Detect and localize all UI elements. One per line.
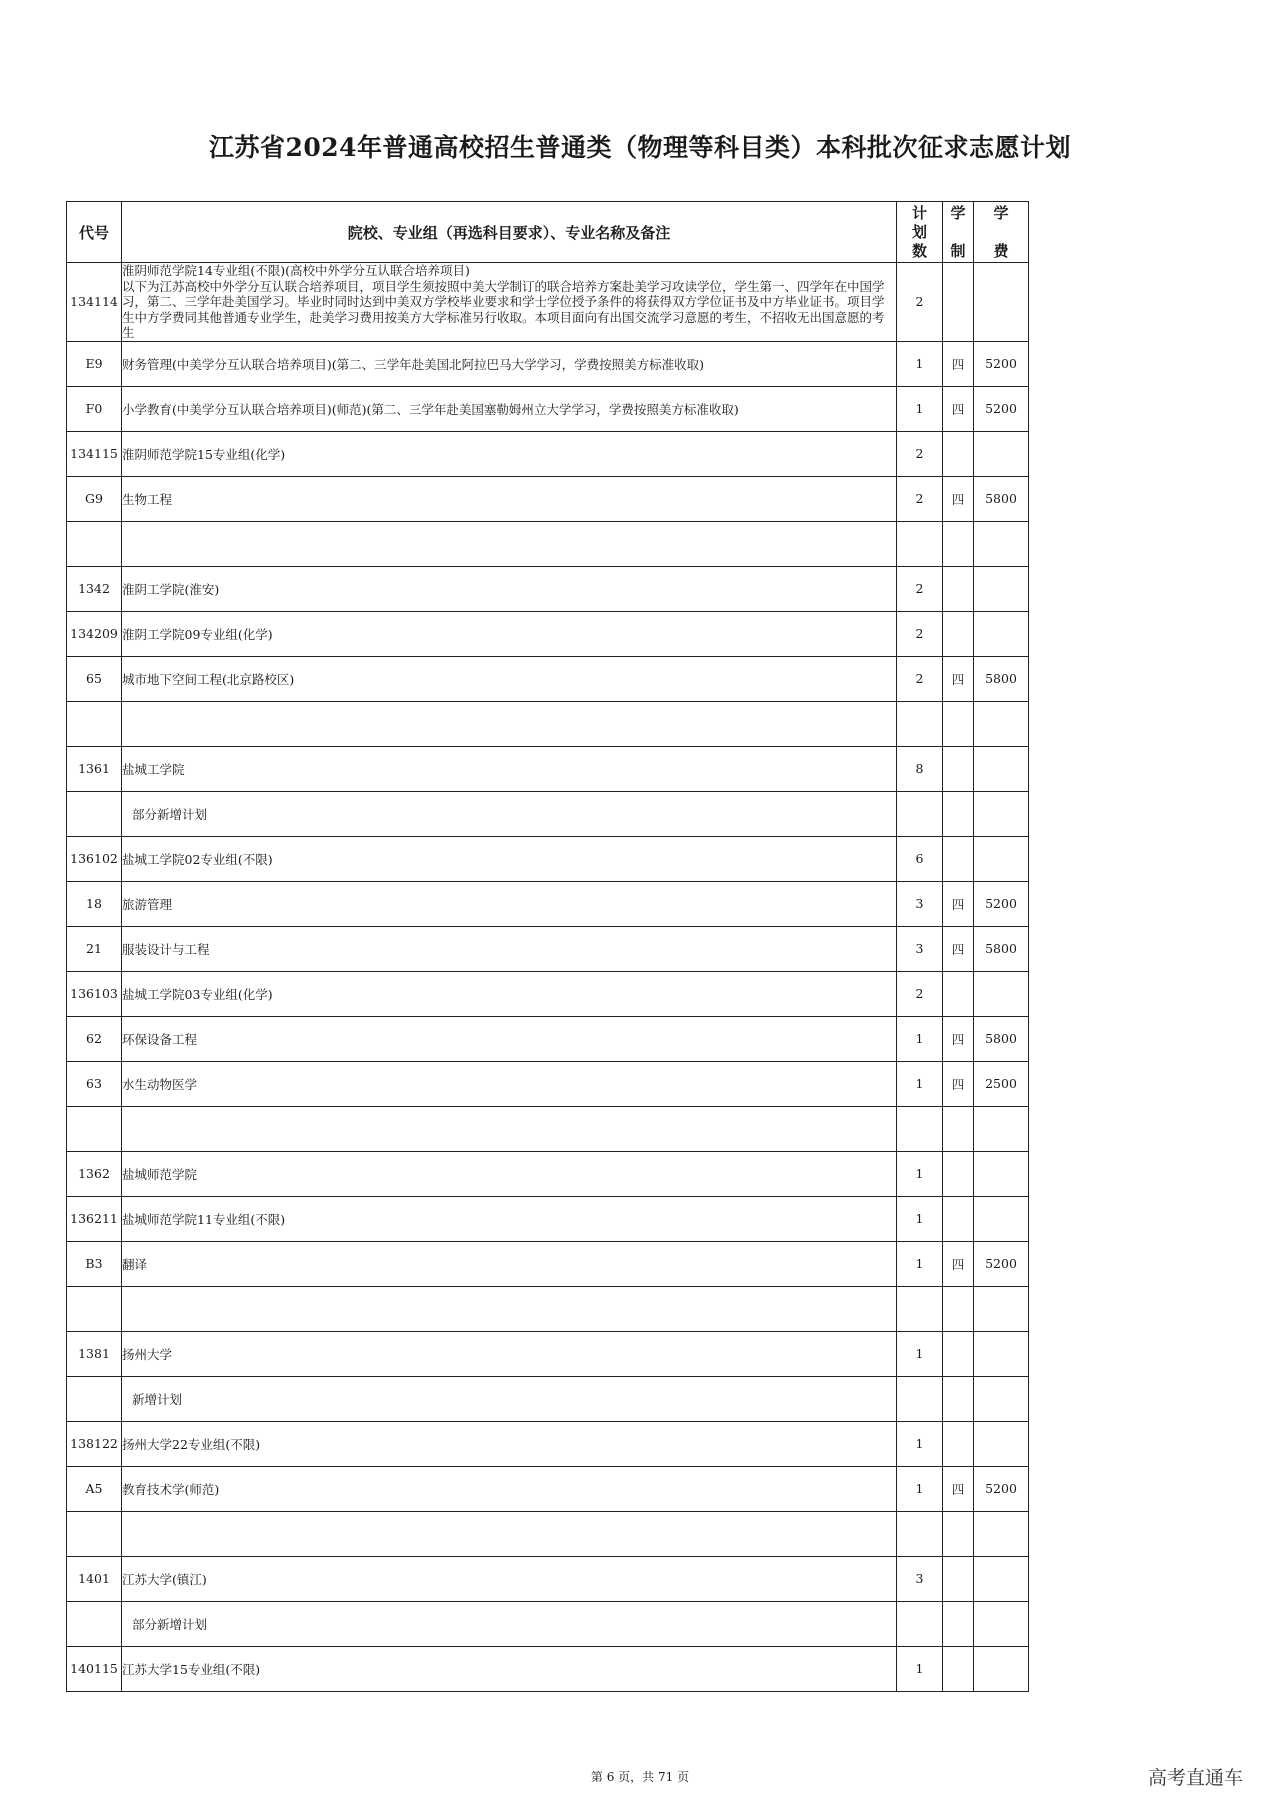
row-name: 盐城师范学院11专业组(不限): [122, 1196, 897, 1241]
row-code: [67, 701, 122, 746]
table-row: [67, 1511, 1029, 1556]
row-name: 小学教育(中美学分互认联合培养项目)(师范)(第二、三学年赴美国塞勒姆州立大学学习，学费按照美方标准收取): [122, 386, 897, 431]
row-length: [943, 1106, 974, 1151]
row-length: [943, 1646, 974, 1691]
row-code: G9: [67, 476, 122, 521]
row-length: [943, 566, 974, 611]
row-fee: [974, 836, 1029, 881]
row-plan: 1: [897, 341, 943, 386]
row-length: 四: [943, 926, 974, 971]
row-name: 旅游管理: [122, 881, 897, 926]
row-name: 盐城工学院02专业组(不限): [122, 836, 897, 881]
row-plan: 6: [897, 836, 943, 881]
row-plan: 2: [897, 971, 943, 1016]
row-plan: 1: [897, 1196, 943, 1241]
row-length: [943, 836, 974, 881]
row-length: [943, 1421, 974, 1466]
row-fee: [974, 611, 1029, 656]
row-name: 部分新增计划: [122, 791, 897, 836]
row-code: 65: [67, 656, 122, 701]
row-code: 1362: [67, 1151, 122, 1196]
row-code: B3: [67, 1241, 122, 1286]
table-row: [67, 1061, 1029, 1106]
row-plan: 1: [897, 1646, 943, 1691]
row-code: [67, 1286, 122, 1331]
row-length: [943, 1376, 974, 1421]
watermark: 高考直通车: [1148, 1767, 1244, 1789]
table-row: [67, 386, 1029, 431]
row-name: 生物工程: [122, 476, 897, 521]
row-fee: 2500: [974, 1061, 1029, 1106]
row-name: 扬州大学: [122, 1331, 897, 1376]
header-fee: 学 费: [974, 202, 1029, 263]
row-length: [943, 611, 974, 656]
row-length: 四: [943, 476, 974, 521]
row-plan: 1: [897, 1421, 943, 1466]
row-length: 四: [943, 1241, 974, 1286]
row-plan: 2: [897, 263, 943, 342]
row-length: [943, 701, 974, 746]
row-name: [122, 1511, 897, 1556]
row-length: 四: [943, 1016, 974, 1061]
table-row: [67, 1286, 1029, 1331]
row-group-title: 淮阴师范学院14专业组(不限)(高校中外学分互认联合培养项目): [122, 263, 470, 278]
row-fee: [974, 1376, 1029, 1421]
row-fee: [974, 1151, 1029, 1196]
row-code: 1361: [67, 746, 122, 791]
row-fee: [974, 431, 1029, 476]
row-fee: 5200: [974, 1466, 1029, 1511]
row-length: [943, 1286, 974, 1331]
row-length: 四: [943, 1061, 974, 1106]
table-row: [67, 926, 1029, 971]
row-length: 四: [943, 386, 974, 431]
row-code: 136103: [67, 971, 122, 1016]
row-code: [67, 1106, 122, 1151]
table-row: [67, 1556, 1029, 1601]
row-fee: [974, 1421, 1029, 1466]
row-fee: 5800: [974, 476, 1029, 521]
row-name: [122, 701, 897, 746]
row-name: 水生动物医学: [122, 1061, 897, 1106]
table-row: [67, 971, 1029, 1016]
row-plan: 8: [897, 746, 943, 791]
row-note: 以下为江苏高校中外学分互认联合培养项目，项目学生须按照中美大学制订的联合培养方案赴美学习攻读学位，学生第一、四学年在中国学习，第二、三学年赴美国学习。毕业时同时达到中美双方学校毕业要求和学士学位授予条件的将获得双方学位证书及中方毕业证书。项目学生中方学费同其他普通专业学生，赴美学习费用按美方大学标准另行收取。本项目面向有出国交流学习意愿的考生，不招收无出国意愿的考生: [122, 278, 885, 341]
row-fee: [974, 701, 1029, 746]
row-name: 服装设计与工程: [122, 926, 897, 971]
row-code: 134115: [67, 431, 122, 476]
row-length: [943, 971, 974, 1016]
table-row: [67, 656, 1029, 701]
row-plan: 1: [897, 1151, 943, 1196]
row-fee: [974, 1556, 1029, 1601]
row-fee: [974, 791, 1029, 836]
table-row: [67, 1646, 1029, 1691]
row-length: 四: [943, 881, 974, 926]
row-code: F0: [67, 386, 122, 431]
row-name: 淮阴师范学院15专业组(化学): [122, 431, 897, 476]
row-code: [67, 521, 122, 566]
row-plan: 2: [897, 431, 943, 476]
row-name: 部分新增计划: [122, 1601, 897, 1646]
row-name: 淮阴工学院(淮安): [122, 566, 897, 611]
header-code: 代号: [67, 202, 122, 263]
row-fee: 5200: [974, 1241, 1029, 1286]
row-code: 134209: [67, 611, 122, 656]
row-fee: 5200: [974, 881, 1029, 926]
row-length: 四: [943, 341, 974, 386]
row-length: [943, 1556, 974, 1601]
row-fee: [974, 263, 1029, 342]
row-length: [943, 746, 974, 791]
row-code: 134114: [67, 263, 122, 342]
table-row: [67, 1241, 1029, 1286]
row-name: 盐城师范学院: [122, 1151, 897, 1196]
row-code: A5: [67, 1466, 122, 1511]
row-code: 140115: [67, 1646, 122, 1691]
row-length: [943, 431, 974, 476]
row-name: 江苏大学15专业组(不限): [122, 1646, 897, 1691]
row-name: 翻译: [122, 1241, 897, 1286]
row-code: 21: [67, 926, 122, 971]
row-code: 136211: [67, 1196, 122, 1241]
row-plan: 2: [897, 656, 943, 701]
table-row: [67, 1601, 1029, 1646]
table-row: [67, 881, 1029, 926]
row-code: 62: [67, 1016, 122, 1061]
row-fee: [974, 746, 1029, 791]
row-name: [122, 263, 897, 342]
row-length: [943, 791, 974, 836]
table-row: [67, 476, 1029, 521]
table-row: [67, 1196, 1029, 1241]
row-code: [67, 1601, 122, 1646]
row-name: [122, 521, 897, 566]
table-row: [67, 701, 1029, 746]
header-plan: 计 划 数: [897, 202, 943, 263]
row-plan: 3: [897, 881, 943, 926]
row-plan: 1: [897, 1016, 943, 1061]
row-name: 盐城工学院03专业组(化学): [122, 971, 897, 1016]
row-code: 1381: [67, 1331, 122, 1376]
row-plan: 3: [897, 1556, 943, 1601]
row-name: 财务管理(中美学分互认联合培养项目)(第二、三学年赴美国北阿拉巴马大学学习，学费按照美方标准收取): [122, 341, 897, 386]
row-fee: [974, 1106, 1029, 1151]
row-fee: [974, 1646, 1029, 1691]
row-code: 63: [67, 1061, 122, 1106]
enrollment-plan-table: [66, 201, 1029, 1692]
row-code: 1342: [67, 566, 122, 611]
row-code: [67, 791, 122, 836]
row-length: 四: [943, 656, 974, 701]
row-name: 环保设备工程: [122, 1016, 897, 1061]
table-row: [67, 1331, 1029, 1376]
table-row: [67, 431, 1029, 476]
page-footer: 第 6 页，共 71 页: [590, 1770, 690, 1784]
row-plan: [897, 1106, 943, 1151]
row-fee: 5800: [974, 1016, 1029, 1061]
row-code: [67, 1511, 122, 1556]
row-plan: 1: [897, 1331, 943, 1376]
row-fee: [974, 566, 1029, 611]
row-plan: [897, 521, 943, 566]
row-code: [67, 1376, 122, 1421]
table-row: [67, 1421, 1029, 1466]
table-header-row: [67, 202, 1029, 263]
row-fee: 5200: [974, 341, 1029, 386]
table-row: [67, 746, 1029, 791]
row-plan: [897, 1286, 943, 1331]
row-plan: [897, 1601, 943, 1646]
row-fee: 5800: [974, 926, 1029, 971]
row-name: 江苏大学(镇江): [122, 1556, 897, 1601]
row-plan: 2: [897, 611, 943, 656]
table-row: [67, 1106, 1029, 1151]
row-length: 四: [943, 1466, 974, 1511]
row-name: 城市地下空间工程(北京路校区): [122, 656, 897, 701]
row-fee: 5800: [974, 656, 1029, 701]
row-fee: [974, 1196, 1029, 1241]
row-plan: [897, 1511, 943, 1556]
row-plan: [897, 791, 943, 836]
row-plan: 2: [897, 476, 943, 521]
table-row: [67, 521, 1029, 566]
row-name: 教育技术学(师范): [122, 1466, 897, 1511]
row-fee: [974, 971, 1029, 1016]
row-plan: 2: [897, 566, 943, 611]
row-plan: 1: [897, 1241, 943, 1286]
row-length: [943, 263, 974, 342]
row-fee: [974, 521, 1029, 566]
row-length: [943, 1151, 974, 1196]
row-fee: [974, 1331, 1029, 1376]
row-length: [943, 521, 974, 566]
header-length: 学 制: [943, 202, 974, 263]
row-plan: 1: [897, 1061, 943, 1106]
header-name: 院校、专业组（再选科目要求）、专业名称及备注: [122, 202, 897, 263]
row-length: [943, 1601, 974, 1646]
row-name: 新增计划: [122, 1376, 897, 1421]
table-row: [67, 263, 1029, 342]
row-name: [122, 1286, 897, 1331]
table-row: [67, 611, 1029, 656]
row-length: [943, 1511, 974, 1556]
row-plan: 1: [897, 386, 943, 431]
table-row: [67, 566, 1029, 611]
row-name: 盐城工学院: [122, 746, 897, 791]
page-title: 江苏省2024年普通高校招生普通类（物理等科目类）本科批次征求志愿计划: [208, 133, 1072, 162]
table-row: [67, 836, 1029, 881]
table-row: [67, 1016, 1029, 1061]
row-fee: [974, 1601, 1029, 1646]
row-fee: [974, 1511, 1029, 1556]
row-code: 138122: [67, 1421, 122, 1466]
row-plan: [897, 701, 943, 746]
row-code: 18: [67, 881, 122, 926]
row-fee: 5200: [974, 386, 1029, 431]
row-code: E9: [67, 341, 122, 386]
row-name: [122, 1106, 897, 1151]
row-length: [943, 1331, 974, 1376]
table-row: [67, 341, 1029, 386]
row-length: [943, 1196, 974, 1241]
table-row: [67, 1151, 1029, 1196]
row-name: 扬州大学22专业组(不限): [122, 1421, 897, 1466]
row-name: 淮阴工学院09专业组(化学): [122, 611, 897, 656]
row-plan: 3: [897, 926, 943, 971]
row-code: 136102: [67, 836, 122, 881]
table-row: [67, 1466, 1029, 1511]
table-row: [67, 791, 1029, 836]
row-plan: 1: [897, 1466, 943, 1511]
row-plan: [897, 1376, 943, 1421]
table-row: [67, 1376, 1029, 1421]
row-code: 1401: [67, 1556, 122, 1601]
row-fee: [974, 1286, 1029, 1331]
